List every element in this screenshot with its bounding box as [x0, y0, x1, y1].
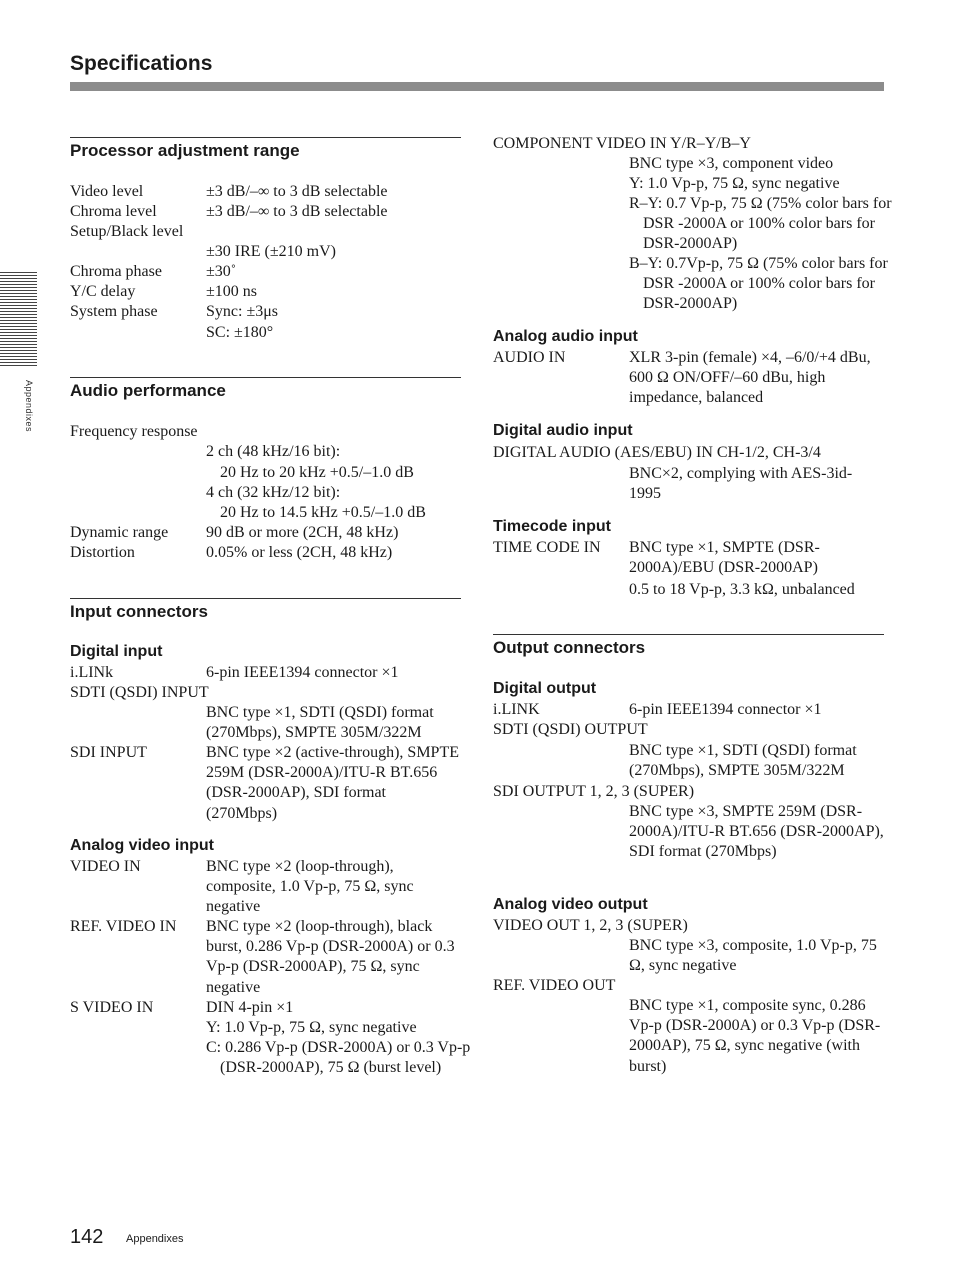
subheading-digital-input: Digital input	[70, 643, 163, 660]
subheading-analog-video-input: Analog video input	[70, 837, 214, 854]
subheading-analog-video-output: Analog video output	[493, 896, 648, 913]
section-input-connectors	[70, 598, 461, 622]
section-heading: Output connectors	[493, 638, 646, 657]
page-title: Specifications	[70, 52, 213, 75]
side-tab-label: Appendixes	[24, 380, 34, 433]
subheading-analog-audio-input: Analog audio input	[493, 328, 638, 345]
subheading-digital-audio-input: Digital audio input	[493, 422, 633, 439]
subheading-digital-output: Digital output	[493, 680, 597, 697]
side-tab-marker	[0, 272, 37, 366]
section-heading: Input connectors	[70, 602, 208, 621]
section-output-connectors	[493, 634, 884, 658]
section-audio-performance	[70, 377, 461, 401]
subheading-timecode-input: Timecode input	[493, 518, 611, 535]
title-rule	[70, 82, 884, 91]
section-processor	[70, 137, 461, 161]
section-heading: Audio performance	[70, 381, 226, 400]
footer-section-label: Appendixes	[126, 1233, 184, 1245]
section-heading: Processor adjustment range	[70, 141, 300, 160]
page-number: 142	[70, 1226, 104, 1248]
